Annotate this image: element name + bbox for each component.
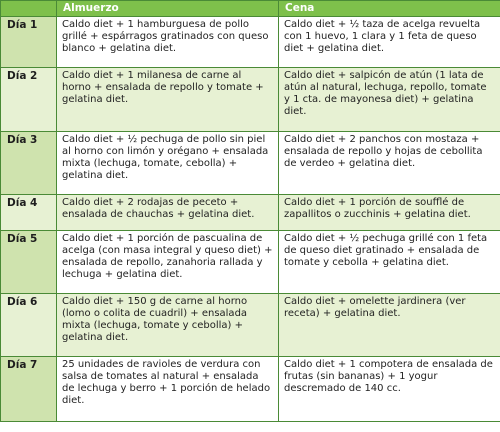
header-dinner: Cena xyxy=(279,1,500,17)
lunch-cell: Caldo diet + 1 hamburguesa de pollo grillé + espárragos gratinados con queso blanco + gelatina diet. xyxy=(57,17,279,68)
header-day xyxy=(1,1,57,17)
dinner-cell: Caldo diet + ½ taza de acelga revuelta con 1 huevo, 1 clara y 1 feta de queso diet + gelatina diet. xyxy=(279,17,500,68)
dinner-cell: Caldo diet + 1 compotera de ensalada de frutas (sin bananas) + 1 yogur descremado de 140 cc. xyxy=(279,357,500,422)
table-header-row xyxy=(1,1,500,17)
dinner-cell: Caldo diet + 2 panchos con mostaza + ensalada de repollo y hojas de cebollita de verdeo + gelatina diet. xyxy=(279,132,500,195)
dinner-cell: Caldo diet + 1 porción de soufflé de zapallitos o zucchinis + gelatina diet. xyxy=(279,195,500,231)
table-row xyxy=(1,68,500,132)
day-label: Día 1 xyxy=(1,17,57,68)
table-row xyxy=(1,294,500,357)
table-row xyxy=(1,17,500,68)
day-label: Día 5 xyxy=(1,231,57,294)
table-row xyxy=(1,195,500,231)
day-label: Día 7 xyxy=(1,357,57,422)
dinner-cell: Caldo diet + salpicón de atún (1 lata de atún al natural, lechuga, repollo, tomate y 1 cta. de mayonesa diet) + gelatina diet. xyxy=(279,68,500,132)
day-label: Día 2 xyxy=(1,68,57,132)
lunch-cell: Caldo diet + 2 rodajas de peceto + ensalada de chauchas + gelatina diet. xyxy=(57,195,279,231)
table-row xyxy=(1,231,500,294)
dinner-cell: Caldo diet + ½ pechuga grillé con 1 feta de queso diet gratinado + ensalada de tomate y cebolla + gelatina diet. xyxy=(279,231,500,294)
header-lunch: Almuerzo xyxy=(57,1,279,17)
table-row xyxy=(1,357,500,422)
lunch-cell: Caldo diet + 1 porción de pascualina de acelga (con masa integral y queso diet) + ensalada de repollo, zanahoria rallada y lechuga + gelatina diet. xyxy=(57,231,279,294)
lunch-cell: Caldo diet + 1 milanesa de carne al horno + ensalada de repollo y tomate + gelatina diet. xyxy=(57,68,279,132)
day-label: Día 3 xyxy=(1,132,57,195)
table-row xyxy=(1,132,500,195)
day-label: Día 4 xyxy=(1,195,57,231)
lunch-cell: Caldo diet + ½ pechuga de pollo sin piel al horno con limón y orégano + ensalada mixta (lechuga, tomate, cebolla) + gelatina diet. xyxy=(57,132,279,195)
dinner-cell: Caldo diet + omelette jardinera (ver receta) + gelatina diet. xyxy=(279,294,500,357)
lunch-cell: Caldo diet + 150 g de carne al horno (lomo o colita de cuadril) + ensalada mixta (lechuga, tomate y cebolla) + gelatina diet. xyxy=(57,294,279,357)
lunch-cell: 25 unidades de ravioles de verdura con salsa de tomates al natural + ensalada de lechuga y berro + 1 porción de helado diet. xyxy=(57,357,279,422)
day-label: Día 6 xyxy=(1,294,57,357)
